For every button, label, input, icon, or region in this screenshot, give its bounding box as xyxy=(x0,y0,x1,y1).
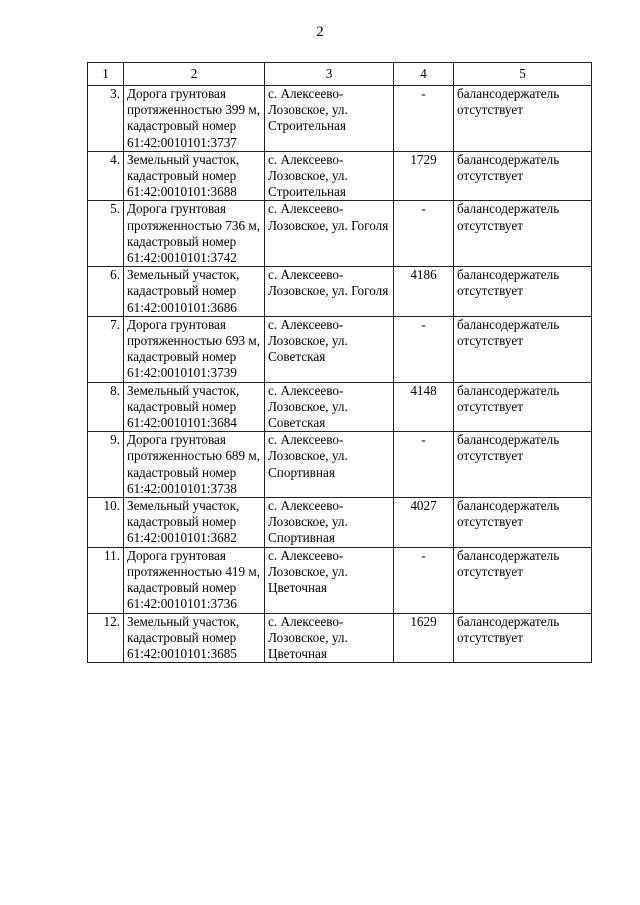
table-row xyxy=(88,498,592,548)
object-name: Дорога грунтовая протяженностью 419 м, кадастровый номер 61:42:0010101:3736 xyxy=(124,547,265,613)
object-area: 1729 xyxy=(394,151,454,201)
object-area: - xyxy=(394,316,454,382)
table-body xyxy=(88,86,592,663)
object-address: с. Алексеево-Лозовское, ул. Строительная xyxy=(265,151,394,201)
object-area: 4027 xyxy=(394,498,454,548)
balance-holder: балансодержатель отсутствует xyxy=(454,316,592,382)
balance-holder: балансодержатель отсутствует xyxy=(454,86,592,152)
object-area: - xyxy=(394,201,454,267)
table-row xyxy=(88,613,592,663)
object-address: с. Алексеево-Лозовское, ул. Цветочная xyxy=(265,613,394,663)
object-area: - xyxy=(394,432,454,498)
object-name: Земельный участок, кадастровый номер 61:42:0010101:3682 xyxy=(124,498,265,548)
object-name: Земельный участок, кадастровый номер 61:42:0010101:3684 xyxy=(124,382,265,432)
object-area: 4186 xyxy=(394,267,454,317)
table-row xyxy=(88,382,592,432)
row-number: 9. xyxy=(88,432,124,498)
table-row xyxy=(88,316,592,382)
object-name: Земельный участок, кадастровый номер 61:42:0010101:3686 xyxy=(124,267,265,317)
row-number: 6. xyxy=(88,267,124,317)
property-table xyxy=(87,62,592,663)
table-row xyxy=(88,86,592,152)
balance-holder: балансодержатель отсутствует xyxy=(454,201,592,267)
object-area: - xyxy=(394,547,454,613)
row-number: 7. xyxy=(88,316,124,382)
balance-holder: балансодержатель отсутствует xyxy=(454,382,592,432)
row-number: 5. xyxy=(88,201,124,267)
balance-holder: балансодержатель отсутствует xyxy=(454,151,592,201)
balance-holder: балансодержатель отсутствует xyxy=(454,613,592,663)
object-name: Дорога грунтовая протяженностью 689 м, кадастровый номер 61:42:0010101:3738 xyxy=(124,432,265,498)
object-address: с. Алексеево-Лозовское, ул. Спортивная xyxy=(265,432,394,498)
object-address: с. Алексеево-Лозовское, ул. Гоголя xyxy=(265,201,394,267)
table-row xyxy=(88,267,592,317)
object-address: с. Алексеево-Лозовское, ул. Гоголя xyxy=(265,267,394,317)
table-row xyxy=(88,151,592,201)
object-address: с. Алексеево-Лозовское, ул. Советская xyxy=(265,382,394,432)
column-header: 2 xyxy=(124,63,265,86)
balance-holder: балансодержатель отсутствует xyxy=(454,498,592,548)
row-number: 8. xyxy=(88,382,124,432)
balance-holder: балансодержатель отсутствует xyxy=(454,547,592,613)
row-number: 11. xyxy=(88,547,124,613)
table-row xyxy=(88,201,592,267)
object-address: с. Алексеево-Лозовское, ул. Спортивная xyxy=(265,498,394,548)
object-name: Земельный участок, кадастровый номер 61:42:0010101:3685 xyxy=(124,613,265,663)
page-number: 2 xyxy=(316,24,324,40)
balance-holder: балансодержатель отсутствует xyxy=(454,432,592,498)
table-row xyxy=(88,547,592,613)
column-header: 3 xyxy=(265,63,394,86)
row-number: 10. xyxy=(88,498,124,548)
object-name: Дорога грунтовая протяженностью 693 м, кадастровый номер 61:42:0010101:3739 xyxy=(124,316,265,382)
column-header: 1 xyxy=(88,63,124,86)
header-row xyxy=(88,63,592,86)
row-number: 12. xyxy=(88,613,124,663)
column-header: 5 xyxy=(454,63,592,86)
object-name: Дорога грунтовая протяженностью 399 м, кадастровый номер 61:42:0010101:3737 xyxy=(124,86,265,152)
object-name: Земельный участок, кадастровый номер 61:42:0010101:3688 xyxy=(124,151,265,201)
object-address: с. Алексеево-Лозовское, ул. Советская xyxy=(265,316,394,382)
object-area: 4148 xyxy=(394,382,454,432)
object-name: Дорога грунтовая протяженностью 736 м, кадастровый номер 61:42:0010101:3742 xyxy=(124,201,265,267)
object-area: 1629 xyxy=(394,613,454,663)
balance-holder: балансодержатель отсутствует xyxy=(454,267,592,317)
object-area: - xyxy=(394,86,454,152)
object-address: с. Алексеево-Лозовское, ул. Цветочная xyxy=(265,547,394,613)
column-header: 4 xyxy=(394,63,454,86)
object-address: с. Алексеево-Лозовское, ул. Строительная xyxy=(265,86,394,152)
table-row xyxy=(88,432,592,498)
row-number: 3. xyxy=(88,86,124,152)
row-number: 4. xyxy=(88,151,124,201)
